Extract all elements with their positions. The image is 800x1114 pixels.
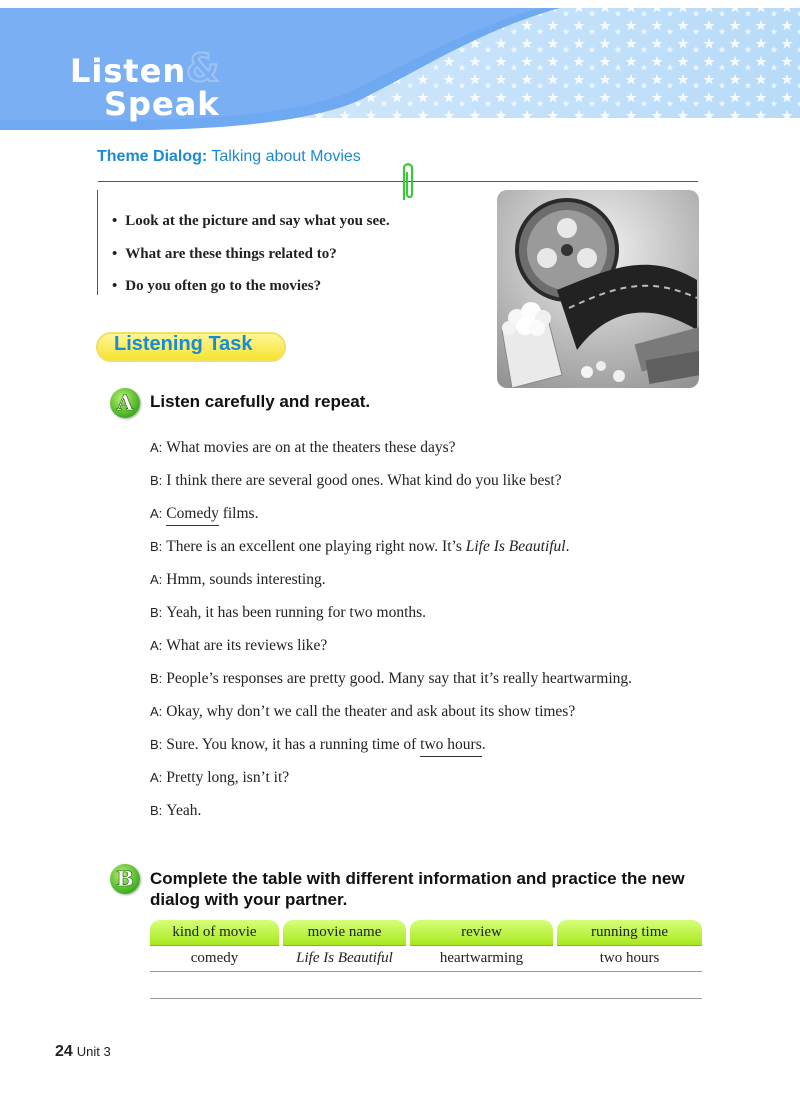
dialog-line xyxy=(150,695,632,728)
divider-line-vertical xyxy=(97,190,98,295)
dialog-line xyxy=(150,596,632,629)
table-cell: two hours xyxy=(599,950,660,966)
dialog-text: There is an excellent one playing right now. It’s xyxy=(166,538,466,555)
speaker-label: B: xyxy=(150,671,163,686)
dialog-text: What are its reviews like? xyxy=(166,637,328,654)
list-item: • Do you often go to the movies? xyxy=(112,270,390,303)
theme-dialog-heading xyxy=(97,148,361,166)
dialog-text: . xyxy=(481,736,486,753)
section-a-badge: A xyxy=(110,388,140,418)
dialog-text: People’s responses are pretty good. Many say that it’s really heartwarming. xyxy=(166,670,633,687)
page-footer xyxy=(55,1043,111,1061)
speaker-label: A: xyxy=(150,572,163,587)
table-row-blank xyxy=(150,972,702,999)
unit-label: Unit 3 xyxy=(76,1044,111,1059)
dialog-line xyxy=(150,431,632,464)
section-b-badge: B xyxy=(110,864,140,894)
dialog-line xyxy=(150,563,632,596)
dialog-text: Okay, why don’t we call the theater and ask about its show times? xyxy=(166,703,576,720)
page-number: 24 xyxy=(55,1043,73,1060)
movie-photo xyxy=(497,190,699,388)
dialog-text: Yeah. xyxy=(166,802,202,819)
list-item: • What are these things related to? xyxy=(112,238,390,271)
column-header: movie name xyxy=(283,920,406,946)
info-table xyxy=(150,920,702,999)
speaker-label: A: xyxy=(150,440,163,455)
speaker-label: A: xyxy=(150,506,163,521)
speaker-label: A: xyxy=(150,704,163,719)
table-cell: Life Is Beautiful xyxy=(296,950,393,966)
speaker-label: B: xyxy=(150,473,163,488)
dialog-line xyxy=(150,464,632,497)
theme-topic: Talking about Movies xyxy=(211,148,361,165)
discussion-questions xyxy=(112,205,390,303)
table-cell-input[interactable] xyxy=(410,972,553,998)
section-a-title: Listen carefully and repeat. xyxy=(150,392,371,411)
dialog-transcript xyxy=(150,431,632,827)
listening-task-label: Listening Task xyxy=(114,333,253,355)
banner-title-listen: Listen xyxy=(70,52,187,90)
dialog-line xyxy=(150,794,632,827)
dialog-text: Pretty long, isn’t it? xyxy=(166,769,290,786)
dialog-text: Sure. You know, it has a running time of xyxy=(166,736,421,753)
table-row xyxy=(150,945,702,972)
dialog-line xyxy=(150,761,632,794)
blank-answer: two hours xyxy=(420,736,482,757)
theme-label: Theme Dialog: xyxy=(97,148,208,165)
dialog-line xyxy=(150,629,632,662)
dialog-line xyxy=(150,662,632,695)
speaker-label: B: xyxy=(150,803,163,818)
blank-answer: Comedy xyxy=(166,505,219,526)
dialog-line xyxy=(150,497,632,530)
dialog-text: I think there are several good ones. What kind do you like best? xyxy=(166,472,562,489)
dialog-text: What movies are on at the theaters these days? xyxy=(166,439,456,456)
table-cell-input[interactable] xyxy=(150,972,279,998)
table-cell-input[interactable] xyxy=(557,972,702,998)
list-item: • Look at the picture and say what you see. xyxy=(112,205,390,238)
speaker-label: B: xyxy=(150,605,163,620)
banner-title-speak: Speak xyxy=(104,85,220,123)
table-cell: heartwarming xyxy=(439,950,524,966)
speaker-label: B: xyxy=(150,539,163,554)
section-b-title-line: Complete the table with different information and practice the new xyxy=(150,869,685,888)
dialog-text: . xyxy=(565,538,570,555)
dialog-line xyxy=(150,728,632,761)
speaker-label: A: xyxy=(150,770,163,785)
column-header: running time xyxy=(557,920,702,946)
table-cell: comedy xyxy=(190,950,239,966)
banner-ampersand: & xyxy=(186,46,220,90)
section-b-title-line: dialog with your partner. xyxy=(150,890,348,909)
dialog-text: films. xyxy=(218,505,259,522)
movie-title: Life Is Beautiful xyxy=(465,538,566,555)
column-header: review xyxy=(410,920,553,946)
speaker-label: B: xyxy=(150,737,163,752)
dialog-text: Yeah, it has been running for two months. xyxy=(166,604,427,621)
dialog-line xyxy=(150,530,632,563)
speaker-label: A: xyxy=(150,638,163,653)
table-header-row xyxy=(150,920,702,945)
column-header: kind of movie xyxy=(150,920,279,946)
dialog-text: Hmm, sounds interesting. xyxy=(166,571,326,588)
paperclip-icon xyxy=(398,160,418,204)
table-cell-input[interactable] xyxy=(283,972,406,998)
section-b-title xyxy=(150,868,685,910)
